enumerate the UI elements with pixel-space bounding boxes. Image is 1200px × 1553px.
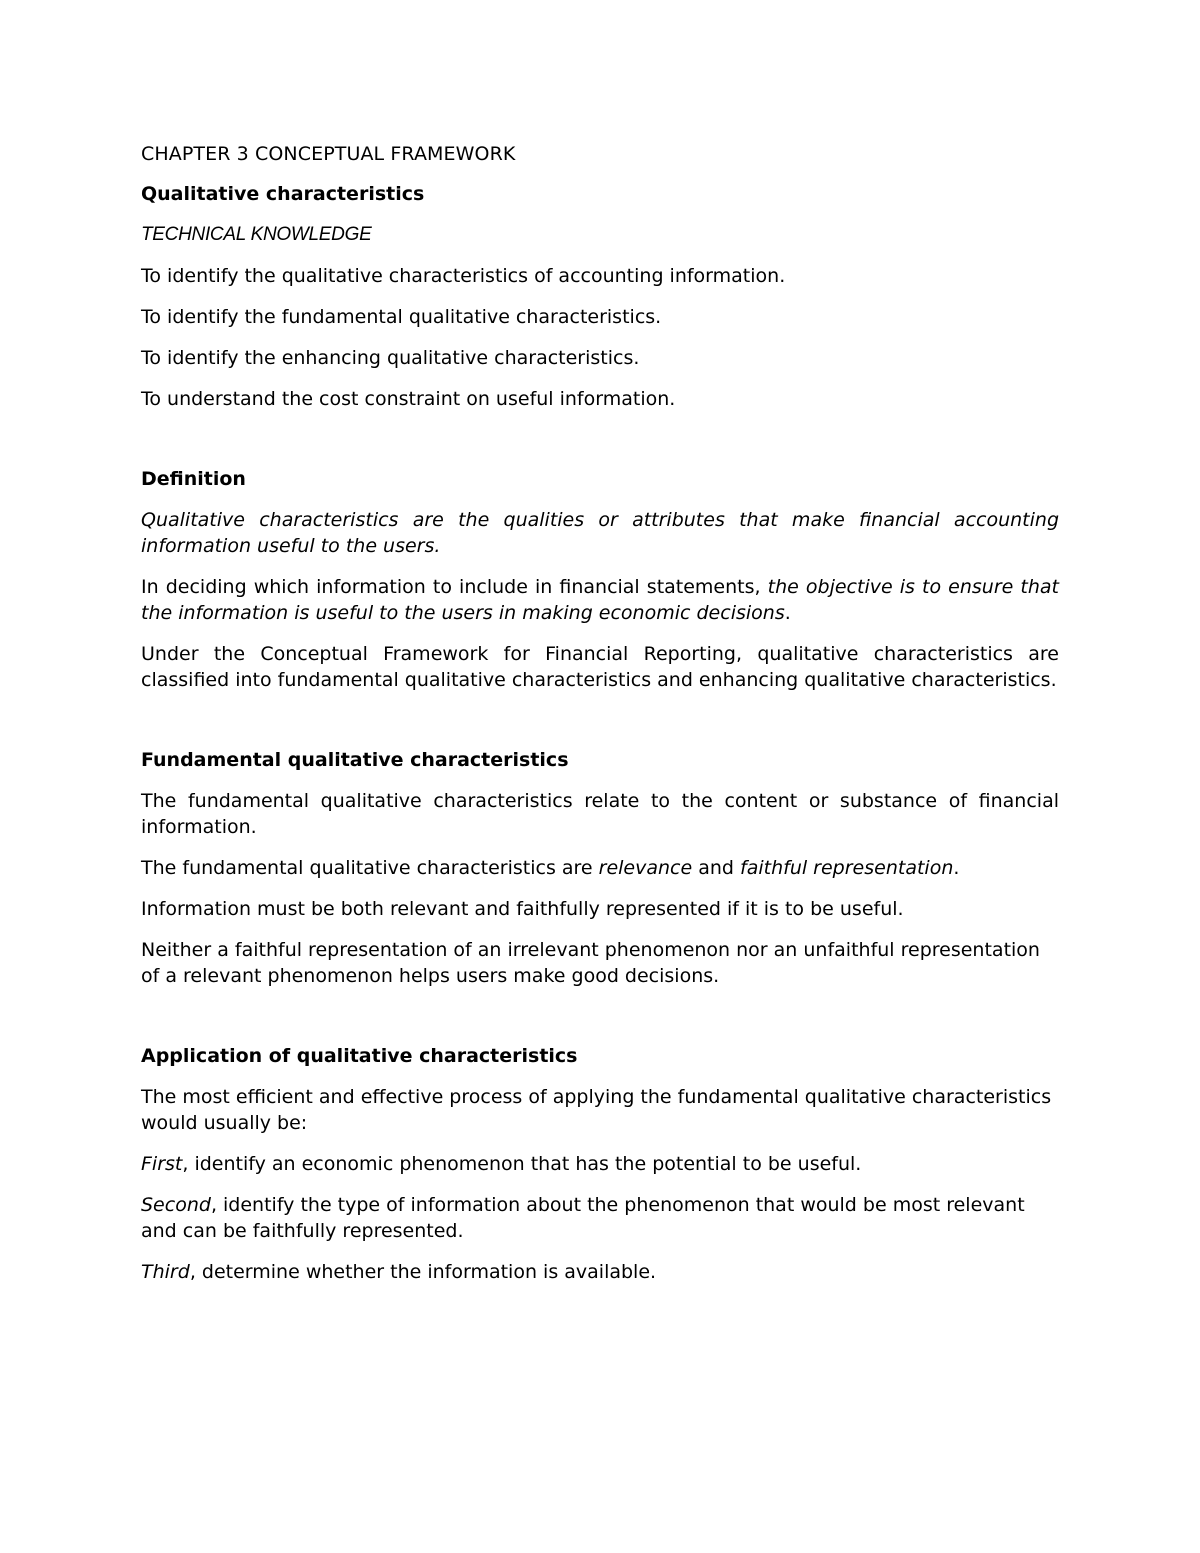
section-gap [141, 708, 1059, 747]
document-content [141, 141, 1059, 1300]
chapter-title: CHAPTER 3 CONCEPTUAL FRAMEWORK [141, 143, 516, 165]
application-step: Third, determine whether the information is available. [141, 1261, 657, 1283]
fundamental-paragraph-1: The fundamental qualitative characteristics relate to the content or substance of financial information. [141, 790, 1059, 838]
definition-text [141, 507, 1059, 559]
section-gap [141, 1004, 1059, 1043]
fundamental-paragraph-4: Neither a faithful representation of an irrelevant phenomenon nor an unfaithful representation of a relevant phenomenon helps users make good decisions. [141, 939, 1040, 987]
definition-paragraph-3: Under the Conceptual Framework for Financial Reporting, qualitative characteristics are classified into fundamental qualitative characteristics and enhancing qualitative characteristics. [141, 643, 1059, 691]
application-heading: Application of qualitative characteristics [141, 1045, 578, 1067]
definition-italic: Qualitative characteristics are the qualities or attributes that make financial accounting information useful to the users. [141, 509, 1059, 557]
objective-emphasis: the objective is to ensure that the information is useful to the users in making economic decisions [141, 576, 1059, 624]
objective-item: To identify the fundamental qualitative characteristics. [141, 306, 662, 328]
application-step: First, identify an economic phenomenon that has the potential to be useful. [141, 1153, 862, 1175]
fundamental-paragraph-3: Information must be both relevant and faithfully represented if it is to be useful. [141, 898, 904, 920]
fundamental-paragraph-2: The fundamental qualitative characteristics are relevance and faithful representation. [141, 857, 960, 879]
definition-heading: Definition [141, 468, 246, 490]
objective-item: To identify the enhancing qualitative characteristics. [141, 347, 640, 369]
step-label: First [141, 1153, 183, 1175]
qualitative-heading: Qualitative characteristics [141, 183, 425, 205]
objective-item: To identify the qualitative characteristics of accounting information. [141, 265, 786, 287]
section-gap [141, 427, 1059, 466]
fundamental-heading: Fundamental qualitative characteristics [141, 749, 569, 771]
definition-paragraph-2: In deciding which information to include in financial statements, the objective is to ensure that the information is useful to the users in making economic decisions. [141, 576, 1059, 624]
technical-knowledge-subheading: TECHNICAL KNOWLEDGE [141, 224, 372, 245]
relevance-term: relevance [598, 857, 693, 879]
objective-item: To understand the cost constraint on useful information. [141, 388, 676, 410]
faithful-representation-term: faithful representation [740, 857, 954, 879]
application-intro: The most efficient and effective process of applying the fundamental qualitative characteristics would usually be: [141, 1086, 1052, 1134]
step-label: Third [141, 1261, 190, 1283]
application-step: Second, identify the type of information about the phenomenon that would be most relevant and can be faithfully represented. [141, 1194, 1025, 1242]
step-label: Second [141, 1194, 211, 1216]
